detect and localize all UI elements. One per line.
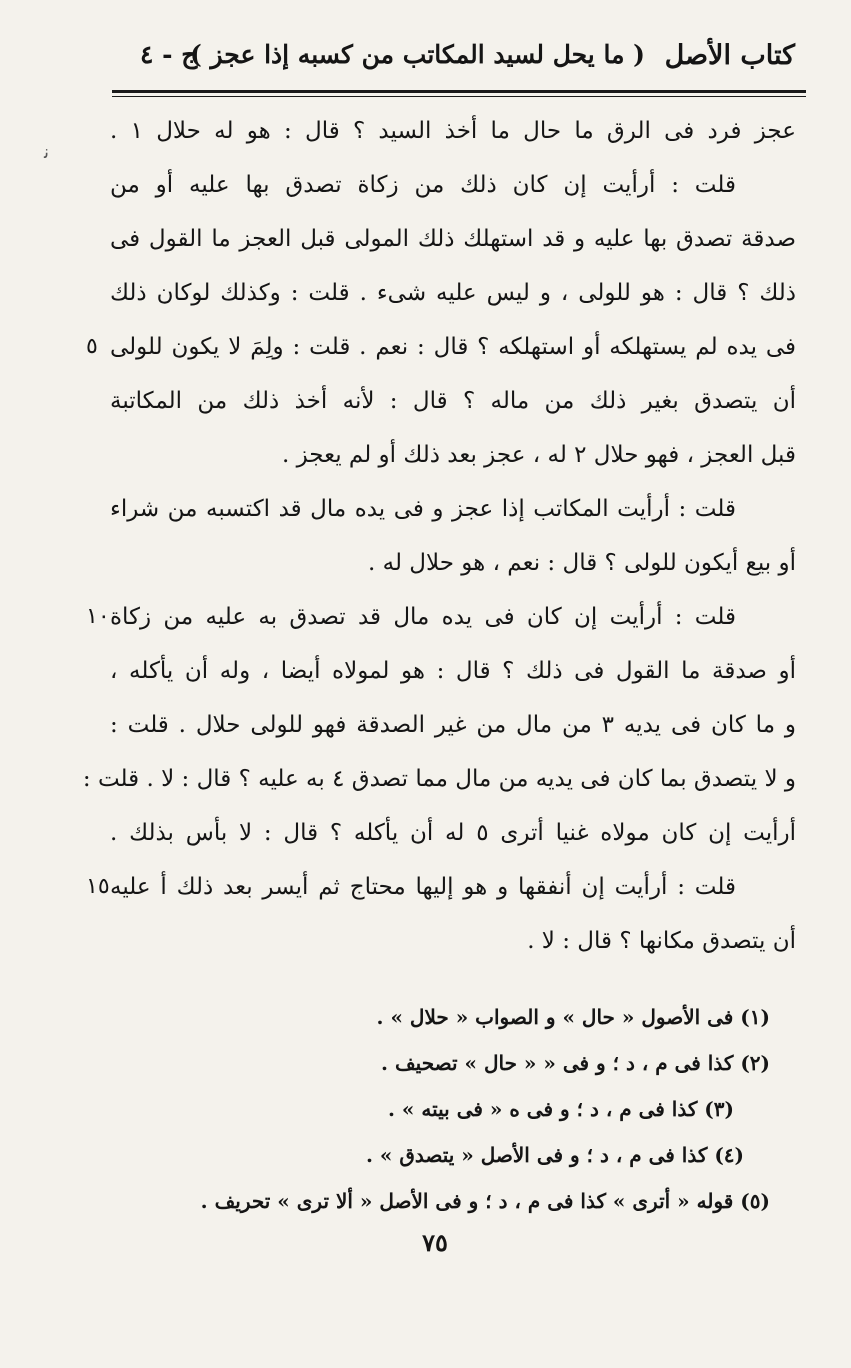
line-number: ١٠ bbox=[86, 604, 110, 629]
text-line: قلت : أرأيت المكاتب إذا عجز و فى يده مال قد اكتسبه من شراء bbox=[110, 496, 736, 522]
line-number: ٥ bbox=[86, 334, 98, 359]
main-text bbox=[82, 104, 797, 968]
footnote: (١) فى الأصول « حال » و الصواب « حلال » . bbox=[376, 1005, 770, 1029]
line-number: ١٥ bbox=[86, 874, 110, 899]
header-rule-thin bbox=[112, 96, 806, 97]
page-number: ٧٥ bbox=[422, 1228, 448, 1257]
footnote: (٥) قوله « أترى » كذا فى م ، د ؛ و فى الأصل « ألا ترى » تحريف . bbox=[200, 1189, 770, 1213]
text-line: فى يده لم يستهلكه أو استهلكه ؟ قال : نعم . قلت : ولِمَ لا يكون للولى ٥ bbox=[110, 320, 796, 374]
text-line: قلت : أرأيت إن كان فى يده مال قد تصدق به عليه من زكاة ١٠ bbox=[110, 590, 796, 644]
chapter-title: ( ما يحل لسيد المكاتب من كسبه إذا عجز ) bbox=[189, 40, 645, 69]
header-rule-thick bbox=[112, 90, 806, 93]
text-line: قلت : أرأيت إن كان ذلك من زكاة تصدق بها عليه أو من bbox=[110, 172, 736, 198]
text-line: ذلك ؟ قال : هو للولى ، و ليس عليه شىء . قلت : وكذلك لوكان ذلك bbox=[110, 280, 796, 306]
footnote: (٣) كذا فى م ، د ؛ و فى ه « فى بيته » . bbox=[388, 1097, 734, 1121]
text-line: أرأيت إن كان مولاه غنيا أترى ٥ له أن يأكله ؟ قال : لا بأس بذلك . bbox=[110, 820, 797, 846]
text-line: أو صدقة ما القول فى ذلك ؟ قال : هو لمولاه أيضا ، وله أن يأكله ، bbox=[110, 658, 796, 684]
text-line: قبل العجز ، فهو حلال ٢ له ، عجز بعد ذلك أو لم يعجز . bbox=[281, 442, 796, 468]
text-line: أن يتصدق مكانها ؟ قال : لا . bbox=[527, 928, 796, 954]
book-title: كتاب الأصل bbox=[664, 40, 795, 71]
footnote: (٤) كذا فى م ، د ؛ و فى الأصل « يتصدق » . bbox=[365, 1143, 744, 1167]
text-line: أو بيع أيكون للولى ؟ قال : نعم ، هو حلال له . bbox=[368, 550, 796, 576]
text-line: أن يتصدق بغير ذلك من ماله ؟ قال : لأنه أخذ ذلك من المكاتبة bbox=[110, 388, 796, 414]
text-line: و لا يتصدق بما كان فى يديه من مال مما تصدق ٤ به عليه ؟ قال : لا . قلت : bbox=[82, 766, 796, 792]
text-line: قلت : أرأيت إن أنفقها و هو إليها محتاج ثم أيسر بعد ذلك أ عليه ١٥ bbox=[110, 860, 796, 914]
footnotes bbox=[150, 994, 770, 1224]
margin-mark: ﻧ bbox=[44, 142, 50, 163]
footnote: (٢) كذا فى م ، د ؛ و فى « « حال » تصحيف . bbox=[381, 1051, 770, 1075]
text-line: عجز فرد فى الرق ما حال ما أخذ السيد ؟ قال : هو له حلال ١ . bbox=[110, 118, 797, 144]
text-line: و ما كان فى يديه ٣ من مال من غير الصدقة فهو للولى حلال . قلت : bbox=[110, 712, 796, 738]
volume-number: ج - ٤ bbox=[140, 40, 198, 69]
text-line: صدقة تصدق بها عليه و قد استهلك ذلك المولى قبل العجز ما القول فى bbox=[110, 226, 796, 252]
running-header bbox=[110, 40, 795, 90]
